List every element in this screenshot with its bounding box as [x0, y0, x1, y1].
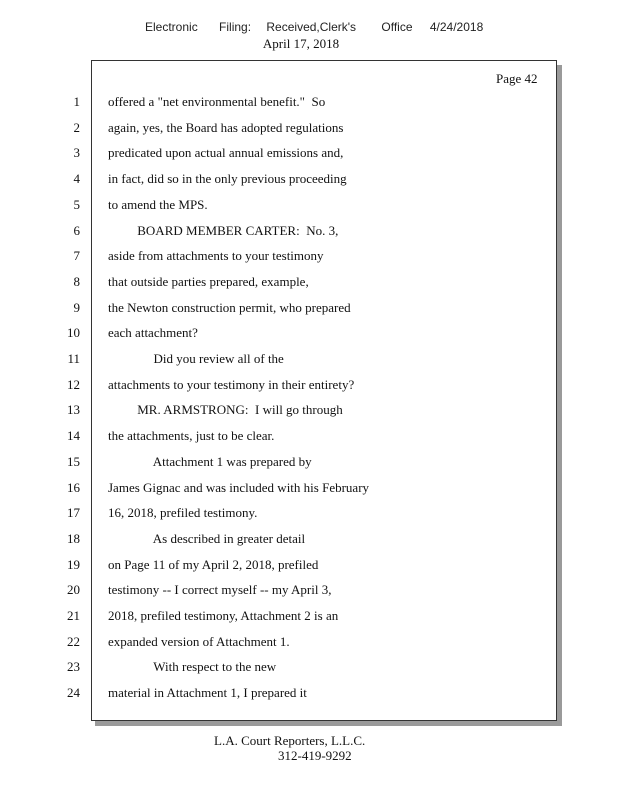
line-text: offered a "net environmental benefit." So: [108, 94, 326, 109]
line-number: 10: [67, 325, 80, 341]
line-number: 6: [73, 222, 80, 238]
transcript-line: [0, 145, 618, 165]
filing-stamp: [145, 20, 483, 34]
line-text: expanded version of Attachment 1.: [108, 633, 290, 649]
line-number: 19: [67, 556, 80, 572]
line-text: in fact, did so in the only previous proceeding: [108, 171, 347, 187]
transcript-line: [0, 248, 618, 268]
page-number: Page 42: [496, 71, 538, 86]
transcript-line: [0, 454, 618, 474]
line-text: testimony -- I correct myself -- my April 3,: [108, 582, 332, 598]
transcript-line: [0, 634, 618, 654]
stamp-electronic: Electronic: [145, 20, 198, 34]
line-number: 13: [67, 402, 80, 418]
transcript-line: [0, 351, 618, 371]
line-number: 23: [67, 659, 80, 675]
transcript-line: [0, 531, 618, 551]
stamp-date: 4/24/2018: [429, 20, 484, 34]
line-text: As described in greater detail: [108, 530, 306, 546]
transcript-line: [0, 223, 618, 243]
transcript-line: [0, 377, 618, 397]
line-number: 11: [67, 351, 80, 366]
transcript-line: [0, 120, 618, 140]
transcript-line: [0, 171, 618, 191]
transcript-line: [0, 480, 618, 500]
transcript-line: [0, 659, 618, 679]
line-text: aside from attachments to your testimony: [108, 248, 324, 264]
line-number: 8: [73, 273, 80, 289]
line-text: 2018, prefiled testimony, Attachment 2 is an: [108, 608, 339, 623]
line-number: 20: [67, 582, 80, 598]
line-text: predicated upon actual annual emissions and,: [108, 145, 344, 161]
line-number: 14: [67, 428, 80, 444]
transcript-line: [0, 608, 618, 628]
line-number: 17: [67, 505, 80, 521]
transcript-line: [0, 402, 618, 422]
line-number: 18: [67, 530, 80, 546]
transcript-line: [0, 685, 618, 705]
reporter-firm: L.A. Court Reporters, L.L.C.: [214, 733, 366, 748]
reporter-phone: 312-419-9292: [278, 748, 352, 763]
line-number: 12: [67, 376, 80, 392]
transcript-line: [0, 505, 618, 525]
line-number: 22: [67, 633, 80, 649]
transcript-line: [0, 557, 618, 577]
line-text: 16, 2018, prefiled testimony.: [108, 505, 258, 521]
line-number: 4: [73, 171, 80, 187]
line-text: the attachments, just to be clear.: [108, 428, 275, 444]
line-number: 24: [67, 685, 80, 701]
line-text: James Gignac and was included with his February: [108, 479, 370, 495]
line-number: 15: [67, 453, 80, 469]
line-text: each attachment?: [108, 325, 198, 341]
transcript-line: [0, 428, 618, 448]
line-text: to amend the MPS.: [108, 196, 208, 212]
line-number: 21: [67, 608, 80, 623]
transcript-line: [0, 274, 618, 294]
transcript-line: [0, 94, 618, 114]
line-text: material in Attachment 1, I prepared it: [108, 685, 307, 701]
transcript-line: [0, 325, 618, 345]
line-number: 16: [67, 479, 80, 495]
line-number: 7: [73, 248, 80, 264]
line-text: Did you review all of the: [108, 351, 284, 366]
line-text: that outside parties prepared, example,: [108, 273, 309, 289]
line-text: MR. ARMSTRONG: I will go through: [108, 402, 343, 418]
line-text: attachments to your testimony in their entirety?: [108, 376, 355, 392]
line-text: With respect to the new: [108, 659, 277, 675]
line-text: the Newton construction permit, who prepared: [108, 299, 351, 315]
hearing-date-text: April 17, 2018: [262, 36, 340, 51]
hearing-date: [0, 36, 618, 52]
line-number: 2: [73, 119, 80, 135]
line-number: 5: [73, 196, 80, 212]
transcript-line: [0, 197, 618, 217]
line-text: on Page 11 of my April 2, 2018, prefiled: [108, 556, 319, 572]
line-text: Attachment 1 was prepared by: [108, 453, 312, 469]
line-number: 1: [73, 94, 80, 109]
transcript-line: [0, 582, 618, 602]
line-text: again, yes, the Board has adopted regulations: [108, 119, 344, 135]
line-number: 9: [73, 299, 80, 315]
stamp-filing: Filing:: [219, 20, 252, 34]
transcript-line: [0, 300, 618, 320]
stamp-office: Office: [381, 20, 413, 34]
line-number: 3: [73, 145, 80, 161]
line-text: BOARD MEMBER CARTER: No. 3,: [108, 222, 339, 238]
stamp-received: Received,Clerk's: [266, 20, 357, 34]
